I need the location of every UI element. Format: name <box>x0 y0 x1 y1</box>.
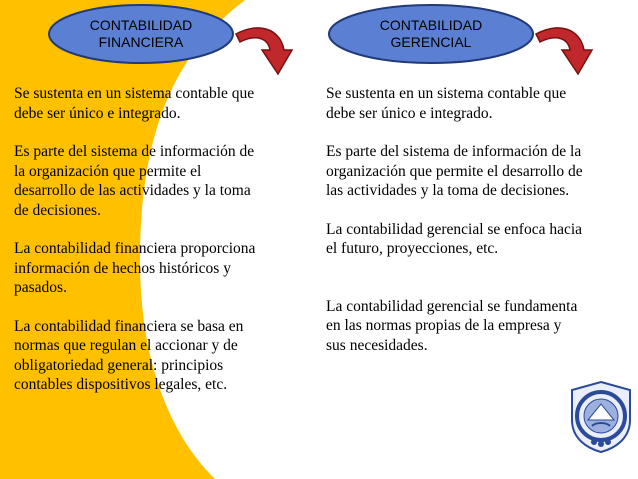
right-paragraph-1: Se sustenta en un sistema contable que debe ser único e integrado. <box>326 85 567 122</box>
title-contabilidad-financiera: CONTABILIDAD FINANCIERA <box>89 17 193 50</box>
right-paragraph-2: Es parte del sistema de información de la organización que permite el desarrollo de las actividades y la toma de decisiones. <box>326 143 583 199</box>
left-column <box>14 84 314 395</box>
left-paragraph-3: La contabilidad financiera proporciona información de hechos históricos y pasados. <box>14 240 256 296</box>
left-paragraph-2: Es parte del sistema de información de la organización que permite el desarrollo de las actividades y la toma de decisiones. <box>14 143 255 219</box>
title-contabilidad-gerencial: CONTABILIDAD GERENCIAL <box>379 17 483 50</box>
left-paragraph-4: La contabilidad financiera se basa en normas que regulan el accionar y de obligatoriedad general: principios contables dispositivos legales, etc. <box>14 317 244 393</box>
right-paragraph-3: La contabilidad gerencial se enfoca hacia el futuro, proyecciones, etc. <box>326 220 583 257</box>
curved-arrow-icon-right <box>532 20 602 78</box>
university-seal-icon <box>568 380 634 454</box>
right-column <box>326 84 626 355</box>
left-paragraph-1: Se sustenta en un sistema contable que debe ser único e integrado. <box>14 85 255 122</box>
curved-arrow-icon-left <box>232 20 302 78</box>
right-paragraph-4: La contabilidad gerencial se fundamenta en las normas propias de la empresa y sus necesidades. <box>326 297 578 354</box>
